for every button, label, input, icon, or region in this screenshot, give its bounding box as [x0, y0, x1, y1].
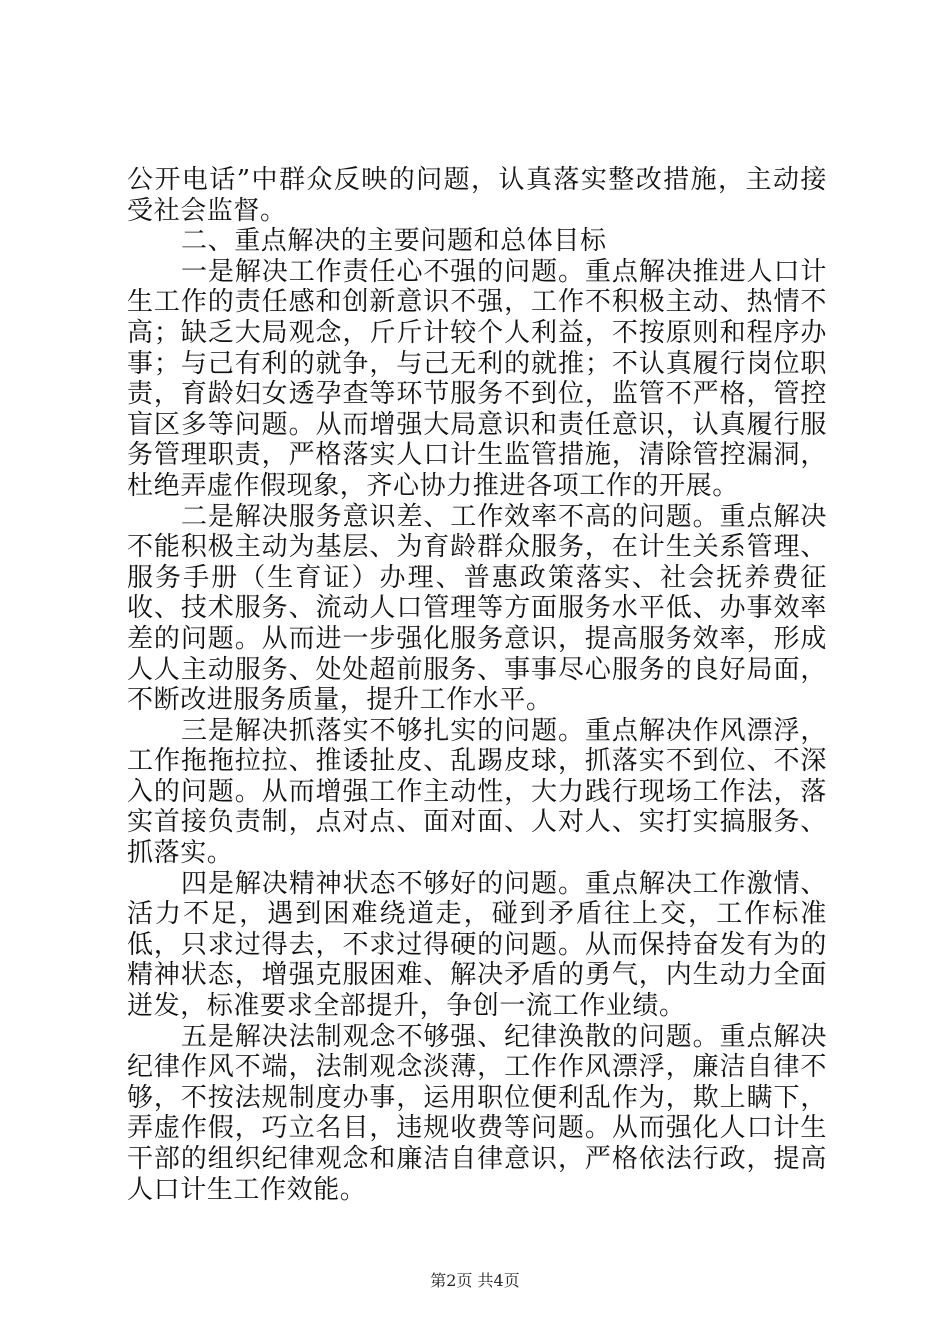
paragraph-item-3: 三是解决抓落实不够扎实的问题。重点解决作风漂浮，工作拖拖拉拉、推诿扯皮、乱踢皮球，抓落实不到位、不深入的问题。从而增强工作主动性，大力践行现场工作法，落实首接负责制，点对点、面对面、人对人、实打实搞服务、抓落实。 — [127, 715, 827, 869]
paragraph-item-4: 四是解决精神状态不够好的问题。重点解决工作激情、活力不足，遇到困难绕道走，碰到矛盾往上交，工作标准低，只求过得去，不求过得硬的问题。从而保持奋发有为的精神状态，增强克服困难、解决矛盾的勇气，内生动力全面迸发，标准要求全部提升，争创一流工作业绩。 — [127, 868, 827, 1022]
document-body — [127, 165, 827, 1205]
section-heading: 二、重点解决的主要问题和总体目标 — [181, 226, 607, 257]
page-number-footer: 第2页 共4页 — [430, 1271, 520, 1290]
paragraph-item-5: 五是解决法制观念不够强、纪律涣散的问题。重点解决纪律作风不端，法制观念淡薄，工作作风漂浮，廉洁自律不够，不按法规制度办事，运用职位便利乱作为，欺上瞒下，弄虚作假，巧立名目，违规收费等问题。从而强化人口计生干部的组织纪律观念和廉洁自律意识，严格依法行政，提高人口计生工作效能。 — [127, 1021, 827, 1205]
paragraph-continuation: 公开电话”中群众反映的问题，认真落实整改措施，主动接受社会监督。 — [127, 165, 827, 226]
paragraph-item-2: 二是解决服务意识差、工作效率不高的问题。重点解决不能积极主动为基层、为育龄群众服务，在计生关系管理、服务手册（生育证）办理、普惠政策落实、社会抚养费征收、技术服务、流动人口管理等方面服务水平低、办事效率差的问题。从而进一步强化服务意识，提高服务效率，形成人人主动服务、处处超前服务、事事尽心服务的良好局面，不断改进服务质量，提升工作水平。 — [127, 501, 827, 716]
paragraph-item-1: 一是解决工作责任心不强的问题。重点解决推进人口计生工作的责任感和创新意识不强，工作不积极主动、热情不高；缺乏大局观念，斤斤计较个人利益，不按原则和程序办事；与己有利的就争，与己无利的就推；不认真履行岗位职责，育龄妇女透孕查等环节服务不到位，监管不严格，管控盲区多等问题。从而增强大局意识和责任意识，认真履行服务管理职责，严格落实人口计生监管措施，清除管控漏洞，杜绝弄虚作假现象，齐心协力推进各项工作的开展。 — [127, 256, 827, 501]
